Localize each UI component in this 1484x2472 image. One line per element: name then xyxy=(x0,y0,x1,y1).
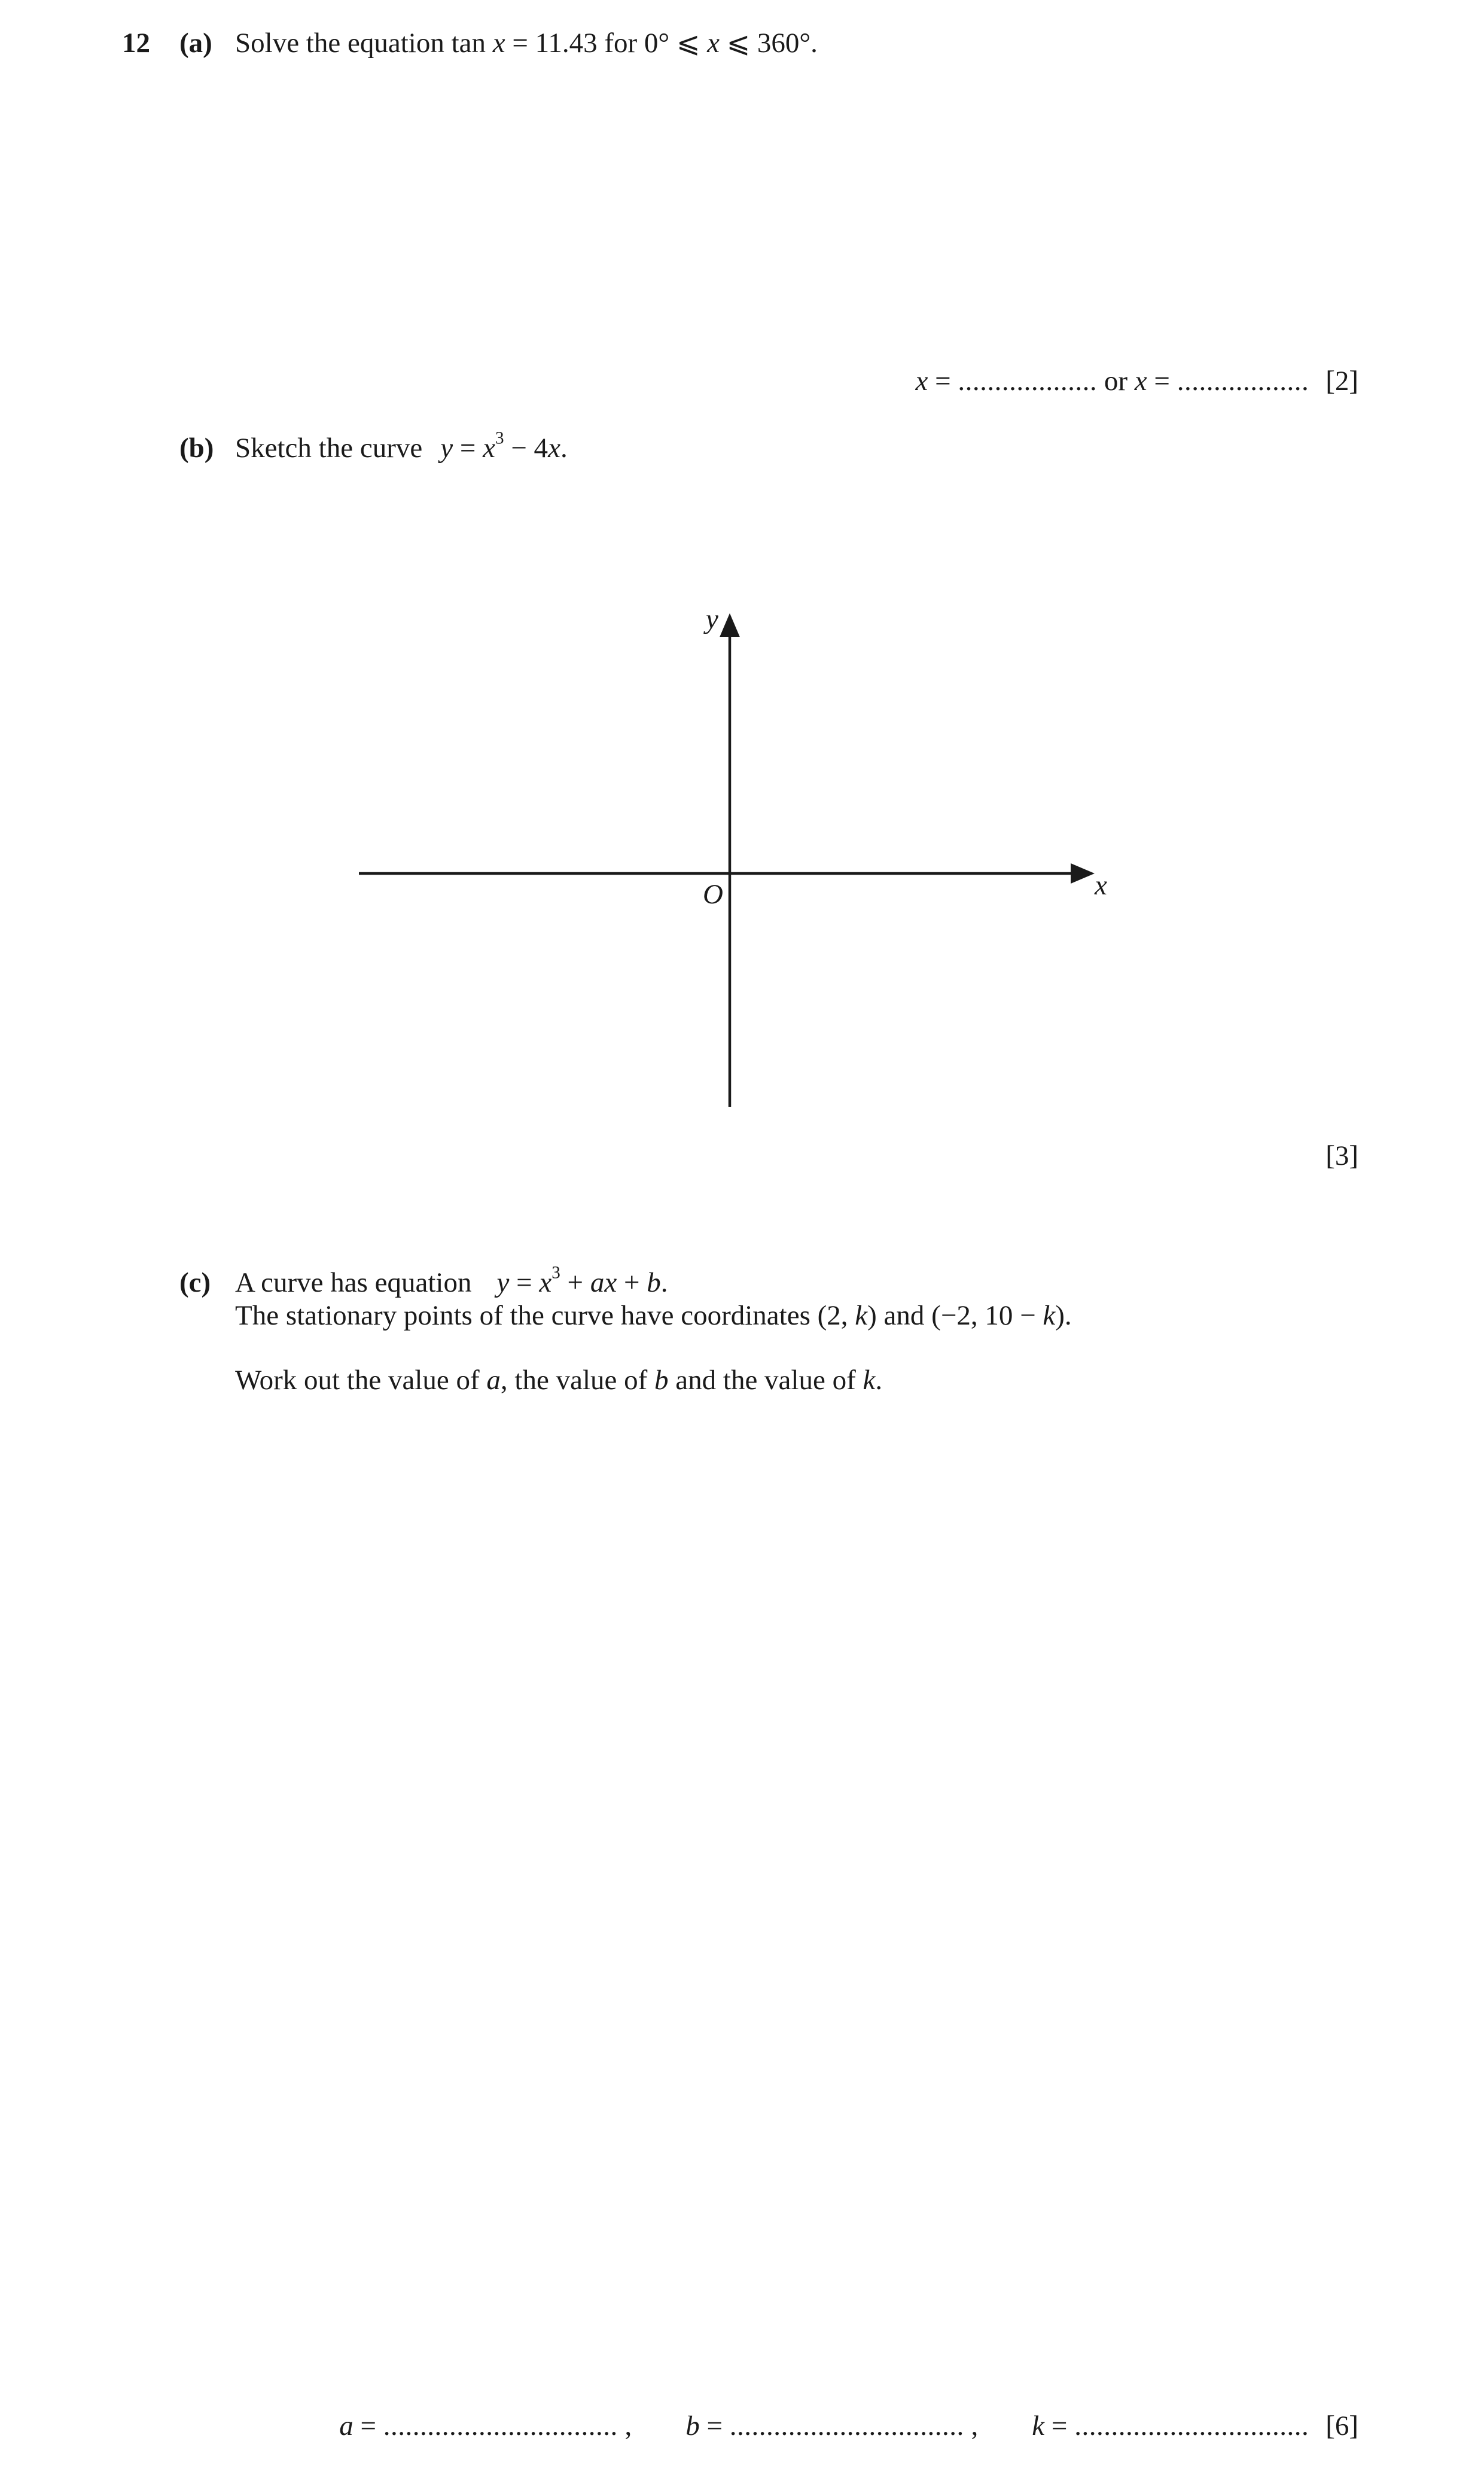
c-eq-end: . xyxy=(660,1267,668,1298)
answer-b-comma: , xyxy=(964,2410,979,2441)
c-line3-mid1: , the value of xyxy=(500,1365,655,1396)
answer-b-label: b xyxy=(685,2410,700,2441)
answer-b-blank[interactable]: ................................ xyxy=(729,2410,964,2441)
c-line3-b: b xyxy=(654,1365,669,1396)
part-c-answer-line xyxy=(339,2410,1358,2442)
answer-blank-2[interactable]: .................. xyxy=(1177,366,1309,397)
part-a-var-x-2: x xyxy=(707,28,720,59)
y-axis-label: y xyxy=(706,604,718,635)
answer-a-eq: = xyxy=(353,2410,383,2441)
part-a-label: (a) xyxy=(179,28,212,59)
c-line2-post: ). xyxy=(1055,1300,1072,1331)
part-b-marks: [3] xyxy=(1325,1140,1358,1171)
c-line3-mid2: and the value of xyxy=(668,1365,863,1396)
c-line3-pre: Work out the value of xyxy=(235,1365,487,1396)
eq-y: y xyxy=(440,433,453,464)
part-c-line1 xyxy=(235,1263,668,1299)
c-eq-y: y xyxy=(496,1267,510,1298)
c-eq-plus2: + xyxy=(617,1267,647,1298)
c-line3-k: k xyxy=(863,1365,876,1396)
answer-x-label: x xyxy=(915,366,928,397)
eq-equals: = xyxy=(453,433,483,464)
c-line2-k1: k xyxy=(855,1300,868,1331)
sketch-axes[interactable] xyxy=(353,601,1113,1116)
c-eq-plus1: + xyxy=(560,1267,590,1298)
answer-k-eq: = xyxy=(1044,2410,1075,2441)
part-b-text: Sketch the curve xyxy=(235,433,423,464)
c-eq-x: x xyxy=(539,1267,552,1298)
part-a-var-x: x xyxy=(492,28,505,59)
part-a-marks: [2] xyxy=(1325,366,1358,397)
part-c-line1-text: A curve has equation xyxy=(235,1267,472,1298)
part-a-text-pre: Solve the equation tan xyxy=(235,28,493,59)
answer-a-comma: , xyxy=(617,2410,632,2441)
answer-k-blank[interactable]: ................................ xyxy=(1074,2410,1309,2441)
answer-eq: = xyxy=(928,366,958,397)
c-line2-pre: The stationary points of the curve have coordinates (2, xyxy=(235,1300,855,1331)
y-axis-arrow xyxy=(720,613,740,637)
c-line3-a: a xyxy=(486,1365,501,1396)
part-b-question xyxy=(235,428,568,464)
eq-minus: − 4 xyxy=(504,433,548,464)
answer-x-label-2: x xyxy=(1134,366,1147,397)
question-number: 12 xyxy=(122,28,150,59)
answer-b-eq: = xyxy=(699,2410,730,2441)
c-eq-equals: = xyxy=(509,1267,540,1298)
part-a-text-post: ⩽ 360°. xyxy=(719,28,818,59)
answer-k-label: k xyxy=(1032,2410,1045,2441)
origin-label: O xyxy=(703,879,723,910)
answer-a-blank[interactable]: ................................ xyxy=(383,2410,618,2441)
x-axis-label: x xyxy=(1095,870,1107,901)
c-line2-k2: k xyxy=(1043,1300,1056,1331)
eq-power: 3 xyxy=(495,428,504,448)
answer-or: or xyxy=(1097,366,1135,397)
c-line2-mid: ) and (−2, 10 − xyxy=(867,1300,1043,1331)
eq-x2: x xyxy=(548,433,560,464)
part-c-label: (c) xyxy=(179,1267,211,1298)
answer-blank-1[interactable]: ................... xyxy=(958,366,1098,397)
answer-eq-2: = xyxy=(1147,366,1177,397)
eq-end: . xyxy=(560,433,568,464)
part-a-answer-line xyxy=(916,365,1359,397)
x-axis-arrow xyxy=(1071,863,1095,884)
part-c-line3 xyxy=(235,1364,882,1396)
part-a-question xyxy=(235,27,818,59)
part-a-text-mid: = 11.43 for 0° ⩽ xyxy=(505,28,708,59)
c-eq-power: 3 xyxy=(551,1263,560,1283)
eq-x: x xyxy=(483,433,495,464)
part-c-line2 xyxy=(235,1299,1072,1332)
c-line3-post: . xyxy=(875,1365,883,1396)
part-c-marks: [6] xyxy=(1325,2410,1358,2441)
c-eq-b: b xyxy=(647,1267,661,1298)
answer-a-label: a xyxy=(339,2410,354,2441)
c-eq-ax: ax xyxy=(590,1267,617,1298)
part-b-label: (b) xyxy=(179,433,214,464)
